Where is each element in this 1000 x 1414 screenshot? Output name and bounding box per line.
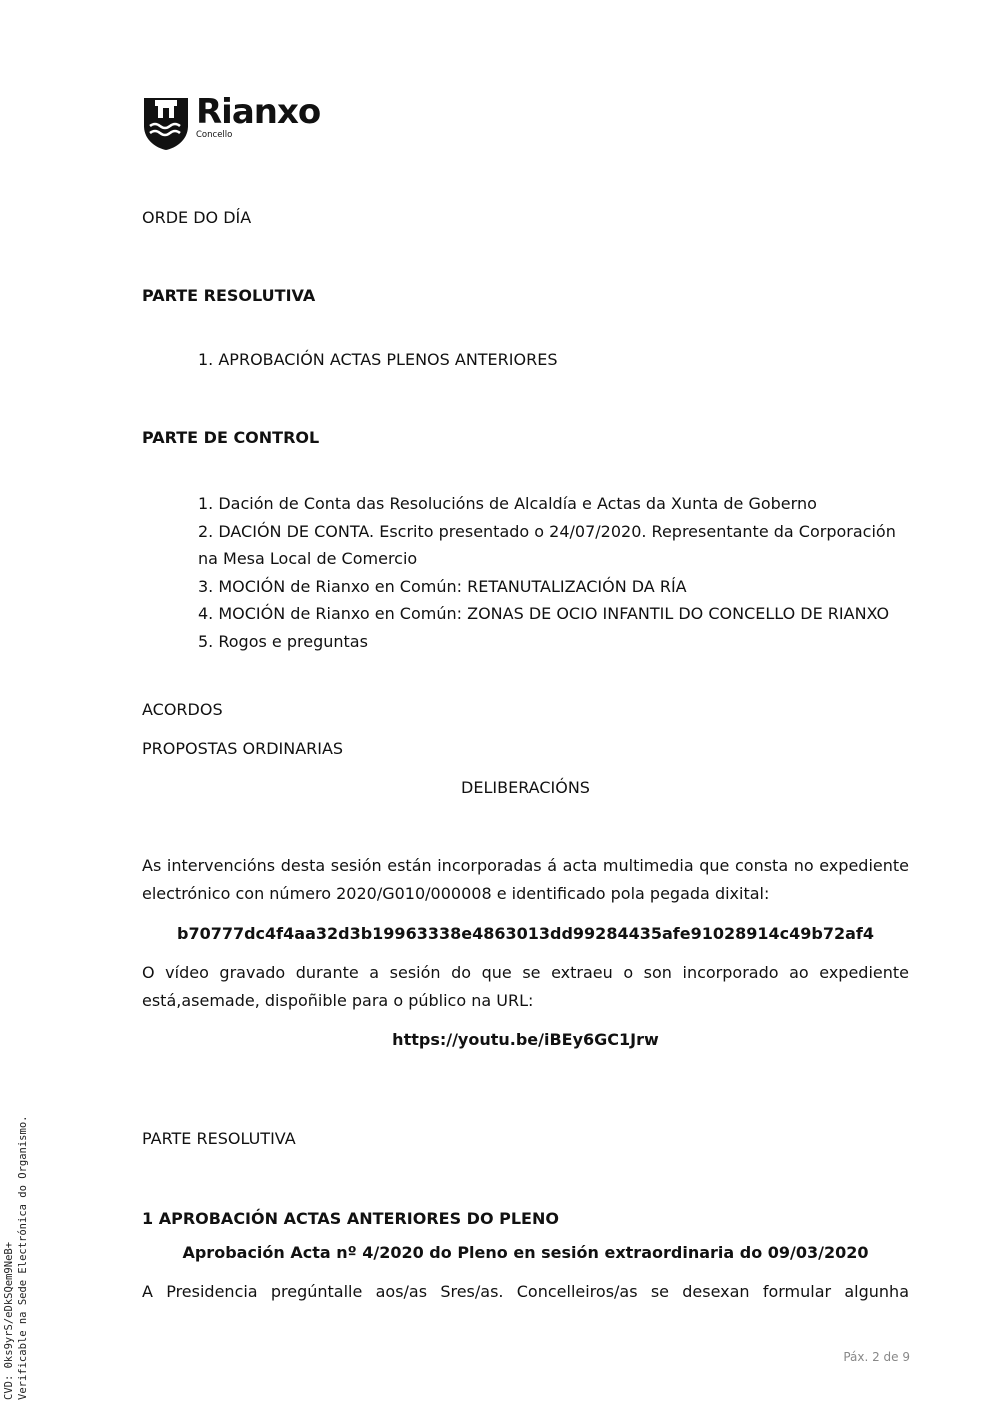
parte-resolutiva-heading: PARTE RESOLUTIVA bbox=[142, 286, 316, 305]
parte-control-heading: PARTE DE CONTROL bbox=[142, 428, 320, 447]
resolutiva-item: 1. APROBACIÓN ACTAS PLENOS ANTERIORES bbox=[198, 350, 558, 369]
section-1-heading: 1 APROBACIÓN ACTAS ANTERIORES DO PLENO bbox=[142, 1209, 559, 1228]
page-number: Páx. 2 de 9 bbox=[843, 1350, 910, 1364]
orde-do-dia-title: ORDE DO DÍA bbox=[142, 208, 252, 227]
control-item: 3. MOCIÓN de Rianxo en Común: RETANUTALIZACIÓN DA RÍA bbox=[198, 576, 687, 596]
presidencia-paragraph: A Presidencia pregúntalle aos/as Sres/as. Concelleiros/as se desexan formular algunha bbox=[142, 1282, 909, 1301]
intervencions-paragraph: As intervencións desta sesión están incorporadas á acta multimedia que consta no expediente electrónico con número 2020/G010/000008 e identificado pola pegada dixital: bbox=[142, 856, 909, 903]
control-item: 2. DACIÓN DE CONTA. Escrito presentado o 24/07/2020. Representante da Corporación na Mesa Local de Comercio bbox=[198, 521, 896, 568]
cvd-code: CVD: 0ks9yrS/eDkSQem9NeB+ bbox=[3, 1241, 15, 1400]
logo-wordmark: Rianxo bbox=[196, 92, 321, 132]
verification-side-note bbox=[2, 1116, 30, 1400]
acordos-label: ACORDOS bbox=[142, 700, 223, 719]
logo-subtitle: Concello bbox=[196, 130, 233, 140]
acta-subheading: Aprobación Acta nº 4/2020 do Pleno en sesión extraordinaria do 09/03/2020 bbox=[182, 1243, 869, 1262]
rianxo-coat-of-arms-icon bbox=[142, 96, 190, 150]
verificable-text: Verificable na Sede Electrónica do Organismo. bbox=[17, 1115, 29, 1400]
video-url-link[interactable]: https://youtu.be/iBEy6GC1Jrw bbox=[392, 1030, 659, 1049]
control-items-list bbox=[198, 490, 909, 655]
deliberacions-heading: DELIBERACIÓNS bbox=[461, 778, 590, 797]
control-item: 1. Dación de Conta das Resolucións de Alcaldía e Actas da Xunta de Goberno bbox=[198, 494, 817, 513]
propostas-label: PROPOSTAS ORDINARIAS bbox=[142, 739, 344, 758]
digital-fingerprint-hash: b70777dc4f4aa32d3b19963338e4863013dd99284435afe91028914c49b72af4 bbox=[176, 924, 875, 943]
concello-logo bbox=[142, 92, 352, 152]
parte-resolutiva-section-label: PARTE RESOLUTIVA bbox=[142, 1129, 296, 1148]
video-paragraph: O vídeo gravado durante a sesión do que se extraeu o son incorporado ao expediente está,asemade, dispoñible para o público na URL: bbox=[142, 963, 909, 1010]
control-item: 5. Rogos e preguntas bbox=[198, 631, 368, 651]
control-item: 4. MOCIÓN de Rianxo en Común: ZONAS DE OCIO INFANTIL DO CONCELLO DE RIANXO bbox=[198, 604, 890, 623]
